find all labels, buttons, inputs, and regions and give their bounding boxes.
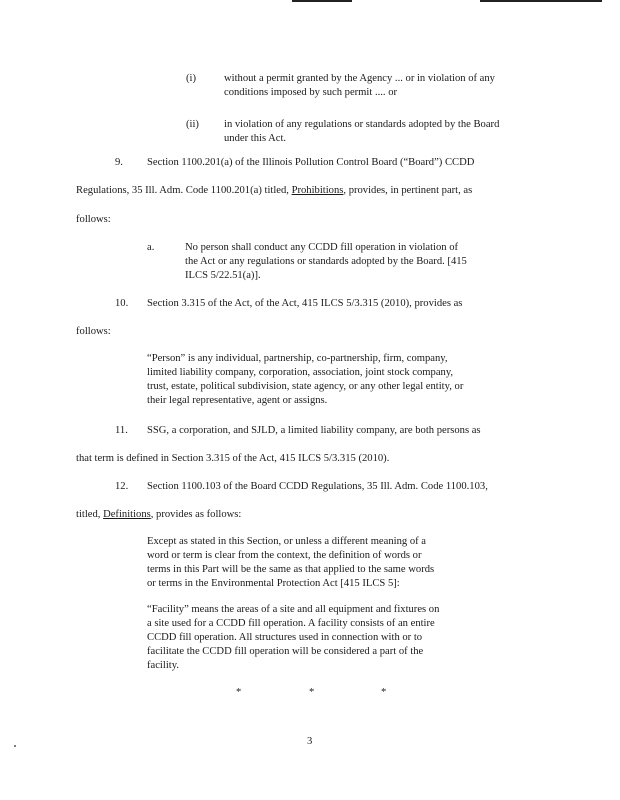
quote12b-line2: a site used for a CCDD fill operation. A facility consists of an entire (147, 618, 435, 629)
quote9-marker: a. (147, 242, 155, 253)
para9-line1: Section 1100.201(a) of the Illinois Pollution Control Board (“Board”) CCDD (147, 157, 475, 168)
quote9-line3: ILCS 5/22.51(a)]. (185, 270, 261, 281)
list-item-i-line2: conditions imposed by such permit .... or (224, 87, 398, 98)
scan-speck (14, 745, 16, 747)
para9-line2 (76, 184, 472, 198)
quote12b-line4: facilitate the CCDD fill operation will be considered a part of the (147, 646, 424, 657)
para10-number: 10. (115, 298, 129, 309)
para9-line2-post: , provides, in pertinent part, as (343, 185, 473, 196)
para9-number: 9. (115, 157, 123, 168)
quote12a-line2: word or term is clear from the context, the definition of words or (147, 550, 422, 561)
page-number: 3 (307, 736, 313, 747)
quote12b-line5: facility. (147, 660, 179, 671)
list-item-i-line1: without a permit granted by the Agency ... or in violation of any (224, 73, 495, 84)
quote12a-line4: or terms in the Environmental Protection Act [415 ILCS 5]: (147, 578, 400, 589)
ellipsis-star-2: * (309, 687, 315, 698)
list-item-ii-line1: in violation of any regulations or standards adopted by the Board (224, 119, 500, 130)
quote9-line1: No person shall conduct any CCDD fill operation in violation of (185, 242, 459, 253)
list-item-ii-line2: under this Act. (224, 133, 287, 144)
quote12b-line3: CCDD fill operation. All structures used in connection with or to (147, 632, 423, 643)
para12-line2-post: , provides as follows: (150, 509, 242, 520)
para12-line2 (76, 508, 241, 522)
para12-line2-pre: titled, (76, 509, 104, 520)
para10-line1: Section 3.315 of the Act, of the Act, 415 ILCS 5/3.315 (2010), provides as (147, 298, 463, 309)
quote10-line1: “Person” is any individual, partnership, co-partnership, firm, company, (147, 353, 448, 364)
para10-line2: follows: (76, 326, 111, 337)
para11-line1: SSG, a corporation, and SJLD, a limited liability company, are both persons as (147, 425, 481, 436)
list-marker-i: (i) (186, 73, 196, 84)
para11-line2: that term is defined in Section 3.315 of the Act, 415 ILCS 5/3.315 (2010). (76, 453, 390, 464)
para9-line2-pre: Regulations, 35 Ill. Adm. Code 1100.201(a) titled, (76, 185, 292, 196)
quote10-line4: their legal representative, agent or assigns. (147, 395, 328, 406)
quote12b-line1: “Facility” means the areas of a site and all equipment and fixtures on (147, 604, 440, 615)
para12-number: 12. (115, 481, 129, 492)
ellipsis-star-3: * (381, 687, 387, 698)
quote10-line3: trust, estate, political subdivision, state agency, or any other legal entity, or (147, 381, 464, 392)
list-marker-ii: (ii) (186, 119, 199, 130)
quote10-line2: limited liability company, corporation, association, joint stock company, (147, 367, 454, 378)
para9-line3: follows: (76, 214, 111, 225)
header-rule-right (480, 0, 602, 2)
prohibitions-heading: Prohibitions (291, 185, 344, 196)
para11-number: 11. (115, 425, 128, 436)
definitions-heading: Definitions (103, 509, 151, 520)
ellipsis-star-1: * (236, 687, 242, 698)
quote12a-line1: Except as stated in this Section, or unless a different meaning of a (147, 536, 426, 547)
quote9-line2: the Act or any regulations or standards adopted by the Board. [415 (185, 256, 467, 267)
para12-line1: Section 1100.103 of the Board CCDD Regulations, 35 Ill. Adm. Code 1100.103, (147, 481, 488, 492)
quote12a-line3: terms in this Part will be the same as that applied to the same words (147, 564, 435, 575)
header-rule-left (292, 0, 352, 2)
